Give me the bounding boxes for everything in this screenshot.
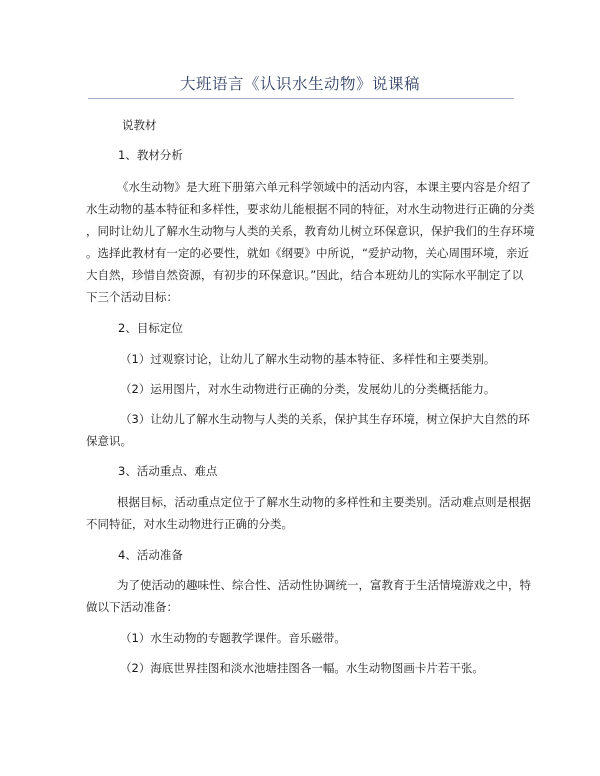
document-title: 大班语言《认识水生动物》说课稿 <box>179 75 420 93</box>
goal-item-2: （2）运用图片，对水生动物进行正确的分类，发展幼儿的分类概括能力。 <box>120 382 496 396</box>
paragraph-line: 《水生动物》是大班下册第六单元科学领域中的活动内容，本课主要内容是介绍了 <box>117 180 531 194</box>
title-divider <box>88 98 514 99</box>
prep-item-1: （1）水生动物的专题教学课件。音乐磁带。 <box>120 631 346 645</box>
paragraph-line: 大自然，珍惜自然资源，有初步的环保意识。”因此，结合本班幼儿的实际水平制定了以 <box>86 268 524 282</box>
paragraph-line: 下三个活动目标： <box>86 290 178 304</box>
section-heading-3: 3、活动重点、难点 <box>118 464 218 478</box>
paragraph-line: 水生动物的基本特征和多样性，要求幼儿能根据不同的特征，对水生动物进行正确的分类 <box>86 202 535 216</box>
paragraph-line: 为了使活动的趣味性、综合性、活动性协调统一，富教育于生活情境游戏之中，特 <box>117 578 531 592</box>
paragraph-line: 根据目标，活动重点定位于了解水生动物的多样性和主要类别。活动难点则是根据 <box>117 495 531 509</box>
section-heading-2: 2、目标定位 <box>118 321 183 335</box>
goal-item-1: （1）过观察讨论，让幼儿了解水生动物的基本特征、多样性和主要类别。 <box>120 352 496 366</box>
paragraph-line: 不同特征，对水生动物进行正确的分类。 <box>86 517 293 531</box>
section-heading-4: 4、活动准备 <box>118 548 183 562</box>
paragraph-line: 。选择此教材有一定的必要性，就如《纲要》中所说，“爱护动物，关心周围环境，亲近 <box>86 246 529 260</box>
paragraph-line: ，同时让幼儿了解水生动物与人类的关系，教育幼儿树立环保意识，保护我们的生存环境 <box>86 224 535 238</box>
goal-item-3-cont: 保意识。 <box>86 434 132 448</box>
section-heading-1: 1、教材分析 <box>118 148 183 162</box>
paragraph-line: 做以下活动准备： <box>86 600 178 614</box>
prep-item-2: （2）海底世界挂图和淡水池塘挂图各一幅。水生动物图画卡片若干张。 <box>120 661 484 675</box>
goal-item-3: （3）让幼儿了解水生动物与人类的关系，保护其生存环境，树立保护大自然的环 <box>120 412 530 426</box>
section-label: 说教材 <box>122 118 157 132</box>
